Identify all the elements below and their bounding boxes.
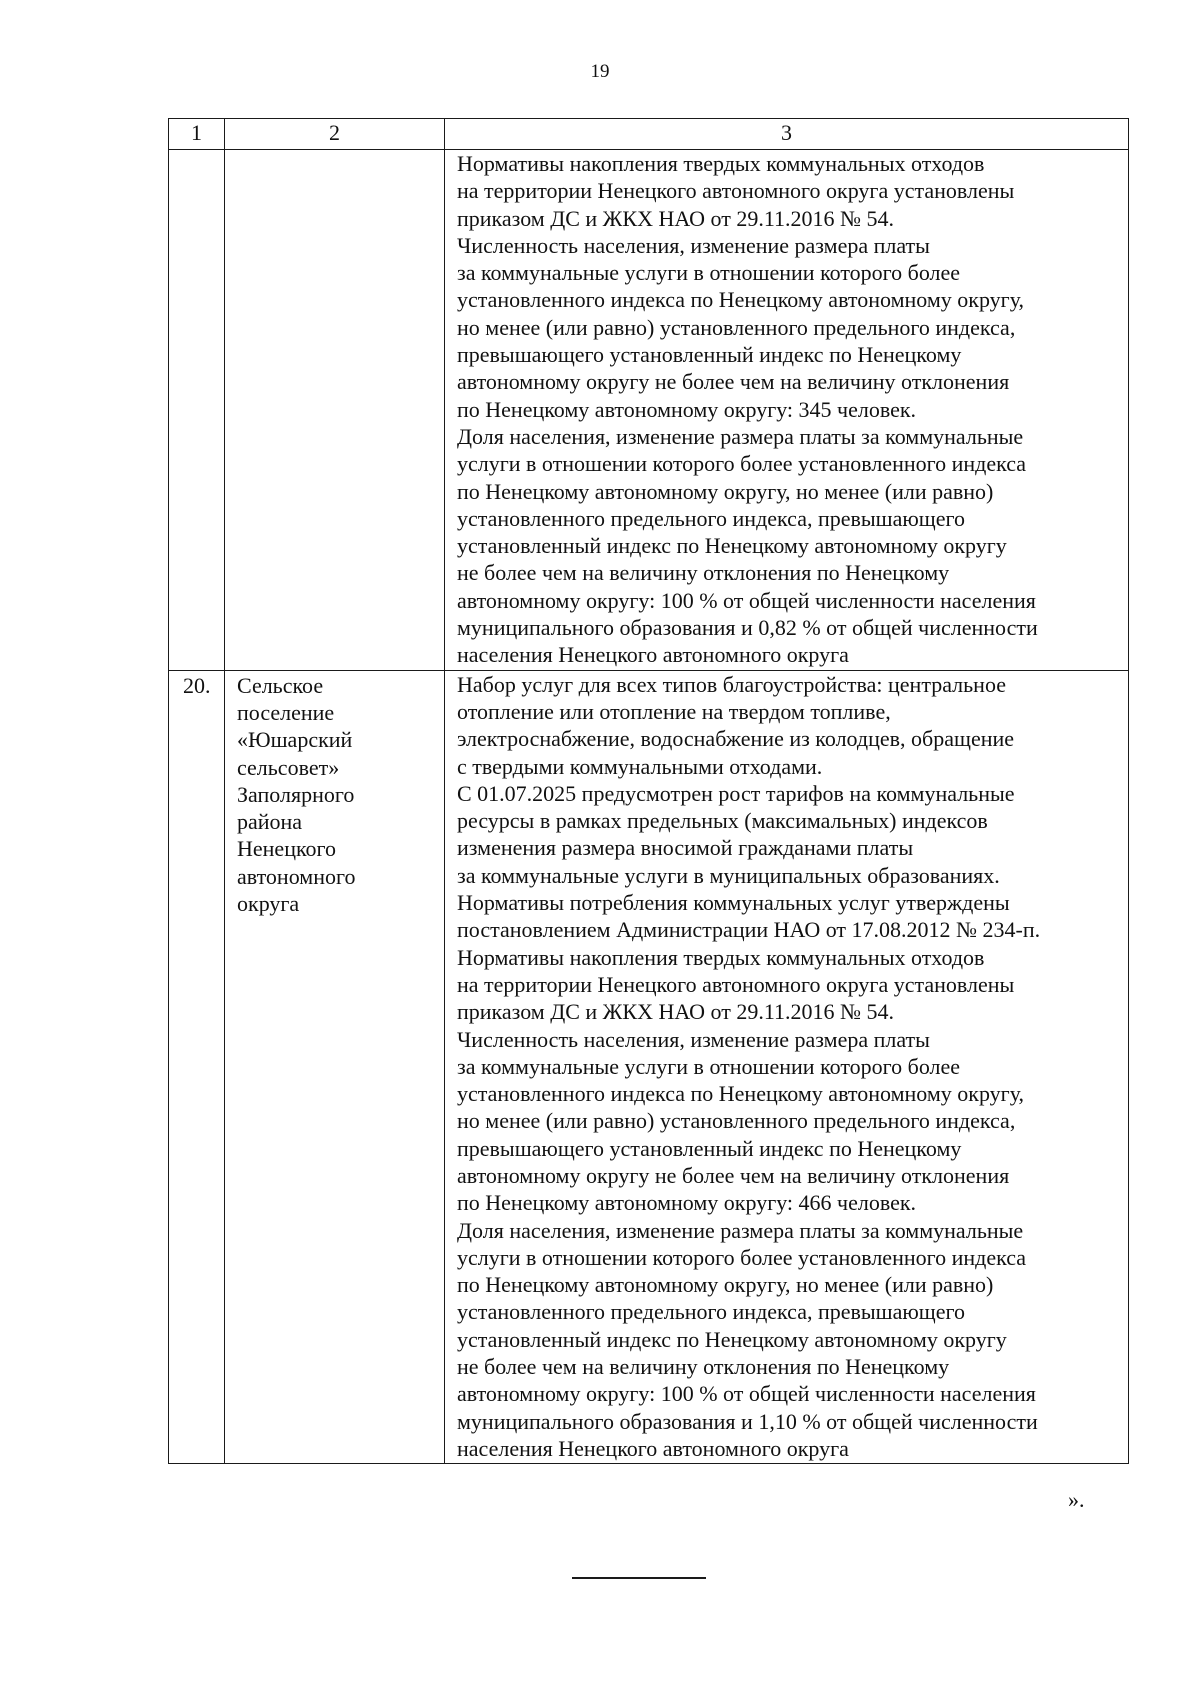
text-line: автономному округу: 100 % от общей численности населения (457, 587, 1036, 613)
text-line: по Ненецкому автономному округу, но менее (или равно) (457, 478, 994, 504)
table-row (169, 150, 1129, 671)
table-header-row (169, 119, 1129, 150)
text-line: но менее (или равно) установленного предельного индекса, (457, 314, 1016, 340)
text-line: постановлением Администрации НАО от 17.08.2012 № 234-п. (457, 917, 1041, 943)
municipality-line: района (237, 809, 303, 835)
text-line: автономному округу не более чем на величину отклонения (457, 1162, 1010, 1188)
text-line: отопление или отопление на твердом топливе, (457, 698, 891, 724)
text-line: услуги в отношении которого более установленного индекса (457, 451, 1027, 477)
text-line: по Ненецкому автономному округу, но менее (или равно) (457, 1272, 994, 1298)
column-header-1: 1 (169, 119, 225, 150)
municipality-line: Заполярного (237, 781, 355, 807)
text-line: установленного индекса по Ненецкому автономному округу, (457, 287, 1025, 313)
municipality-line: округа (237, 891, 300, 917)
text-line: на территории Ненецкого автономного округа установлены (457, 178, 1015, 204)
text-line: ресурсы в рамках предельных (максимальных) индексов (457, 808, 988, 834)
text-line: по Ненецкому автономному округу: 345 человек. (457, 396, 917, 422)
text-line: услуги в отношении которого более установленного индекса (457, 1244, 1027, 1270)
municipality-line: автономного (237, 863, 356, 889)
municipality-line: Сельское (237, 672, 324, 698)
column-header-3: 3 (445, 119, 1129, 150)
text-line: муниципального образования и 1,10 % от общей численности (457, 1408, 1038, 1434)
text-line: населения Ненецкого автономного округа (457, 1435, 849, 1461)
text-line: превышающего установленный индекс по Ненецкому (457, 1135, 962, 1161)
text-line: Численность населения, изменение размера платы (457, 1026, 930, 1052)
text-line: Численность населения, изменение размера платы (457, 232, 930, 258)
text-line: С 01.07.2025 предусмотрен рост тарифов на коммунальные (457, 780, 1015, 806)
text-line: на территории Ненецкого автономного округа установлены (457, 971, 1015, 997)
table-row (169, 670, 1129, 1464)
page-number: 19 (590, 61, 610, 82)
text-line: превышающего установленный индекс по Ненецкому (457, 342, 962, 368)
column-header-2: 2 (225, 119, 445, 150)
text-line: Доля населения, изменение размера платы за коммунальные (457, 1217, 1024, 1243)
text-line: Нормативы накопления твердых коммунальных отходов (457, 944, 985, 970)
document-table (168, 118, 1129, 1464)
text-line: установленного предельного индекса, превышающего (457, 505, 965, 531)
text-line: установленный индекс по Ненецкому автономному округу (457, 533, 1007, 559)
municipality-cell (225, 150, 445, 671)
text-line: но менее (или равно) установленного предельного индекса, (457, 1108, 1016, 1134)
text-line: не более чем на величину отклонения по Ненецкому (457, 560, 950, 586)
text-line: электроснабжение, водоснабжение из колодцев, обращение (457, 726, 1015, 752)
text-line: установленного индекса по Ненецкому автономному округу, (457, 1081, 1025, 1107)
text-line: автономному округу: 100 % от общей численности населения (457, 1381, 1036, 1407)
text-line: установленного предельного индекса, превышающего (457, 1299, 965, 1325)
text-line: приказом ДС и ЖКХ НАО от 29.11.2016 № 54. (457, 205, 895, 231)
text-line: населения Ненецкого автономного округа (457, 642, 849, 668)
text-line: Нормативы потребления коммунальных услуг утверждены (457, 890, 1010, 916)
row-number-cell (169, 150, 225, 671)
municipality-line: сельсовет» (237, 754, 340, 780)
text-line: установленный индекс по Ненецкому автономному округу (457, 1326, 1007, 1352)
text-line: Нормативы накопления твердых коммунальных отходов (457, 151, 985, 176)
text-line: с твердыми коммунальными отходами. (457, 753, 823, 779)
municipality-cell (225, 670, 445, 1464)
text-line: за коммунальные услуги в отношении которого более (457, 1053, 961, 1079)
text-line: Набор услуг для всех типов благоустройства: центральное (457, 671, 1006, 697)
text-line: приказом ДС и ЖКХ НАО от 29.11.2016 № 54. (457, 999, 895, 1025)
end-of-document-rule (572, 1577, 706, 1579)
text-line: изменения размера вносимой гражданами платы (457, 835, 914, 861)
text-line: за коммунальные услуги в муниципальных образованиях. (457, 862, 1000, 888)
description-cell (445, 670, 1129, 1464)
municipality-line: Ненецкого (237, 836, 337, 862)
row-number-cell: 20. (169, 670, 225, 1464)
municipality-line: поселение (237, 699, 335, 725)
municipality-line: «Юшарский (237, 727, 353, 753)
closing-quote-mark: ». (1068, 1487, 1085, 1512)
text-line: не более чем на величину отклонения по Ненецкому (457, 1354, 950, 1380)
text-line: автономному округу не более чем на величину отклонения (457, 369, 1010, 395)
text-line: Доля населения, изменение размера платы за коммунальные (457, 423, 1024, 449)
text-line: муниципального образования и 0,82 % от общей численности (457, 615, 1038, 641)
description-cell (445, 150, 1129, 671)
text-line: по Ненецкому автономному округу: 466 человек. (457, 1190, 917, 1216)
text-line: за коммунальные услуги в отношении которого более (457, 260, 961, 286)
